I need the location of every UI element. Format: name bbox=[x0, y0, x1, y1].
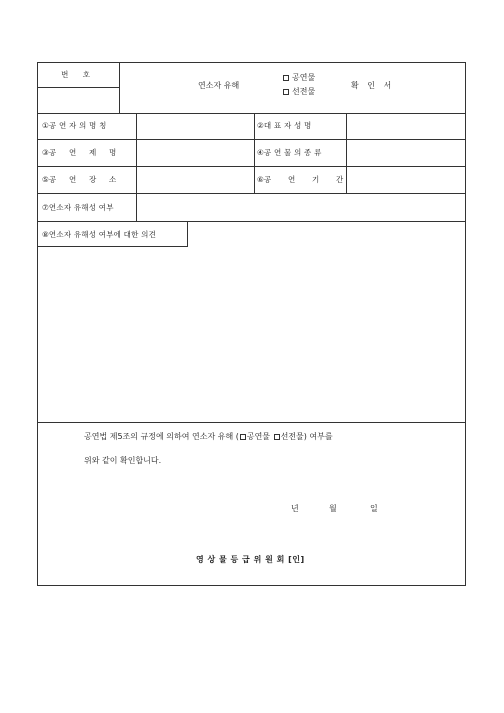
field-representative-value[interactable] bbox=[347, 114, 465, 139]
date-year: 년 bbox=[291, 504, 299, 513]
header-divider bbox=[119, 63, 120, 113]
checkbox-icon[interactable] bbox=[274, 434, 280, 440]
confirmation-form bbox=[37, 62, 466, 586]
statement-line-1: 공연법 제5조의 규정에 의하여 연소자 유해 ( 공연물 선전물) 여부를 bbox=[84, 432, 333, 441]
statement-line-2: 위와 같이 확인합니다. bbox=[84, 456, 162, 465]
field-performer-name-value[interactable] bbox=[137, 114, 254, 139]
field-representative-label: ②대 표 자 성 명 bbox=[257, 121, 312, 130]
field-period-value[interactable] bbox=[347, 167, 465, 193]
field-venue-label: ⑤공 연 장 소 bbox=[42, 175, 117, 184]
field-type-label: ④공 연 물 의 종 류 bbox=[257, 148, 322, 157]
field-performer-name-label: ①공 연 자 의 명 칭 bbox=[42, 121, 107, 130]
field-harmfulness-value[interactable] bbox=[137, 194, 465, 221]
divider bbox=[38, 422, 465, 423]
date-month: 월 bbox=[329, 504, 337, 513]
opinion-text-area[interactable] bbox=[38, 248, 465, 422]
option-advertisement[interactable]: 선전물 bbox=[283, 88, 315, 96]
option-performance[interactable]: 공연물 bbox=[283, 74, 315, 82]
date-day: 일 bbox=[370, 504, 378, 513]
field-title-value[interactable] bbox=[137, 140, 254, 166]
issuer-signature: 영 상 물 등 급 위 원 회 [인] bbox=[196, 555, 305, 564]
number-label: 번 호 bbox=[61, 70, 96, 79]
field-harmfulness-label: ⑦연소자 유해성 여부 bbox=[42, 203, 114, 212]
checkbox-icon[interactable] bbox=[240, 434, 246, 440]
form-title-prefix: 연소자 유해 bbox=[198, 81, 240, 90]
form-title-suffix: 확 인 서 bbox=[351, 81, 395, 90]
number-value-cell[interactable] bbox=[38, 88, 119, 113]
field-venue-value[interactable] bbox=[137, 167, 254, 193]
checkbox-icon[interactable] bbox=[283, 75, 289, 81]
field-title-label: ③공 연 제 명 bbox=[42, 148, 117, 157]
divider bbox=[254, 113, 255, 193]
field-opinion-label: ⑧연소자 유해성 여부에 대한 의견 bbox=[42, 230, 157, 239]
checkbox-icon[interactable] bbox=[283, 89, 289, 95]
field-type-value[interactable] bbox=[347, 140, 465, 166]
field-period-label: ⑥공 연 기 간 bbox=[257, 175, 344, 184]
